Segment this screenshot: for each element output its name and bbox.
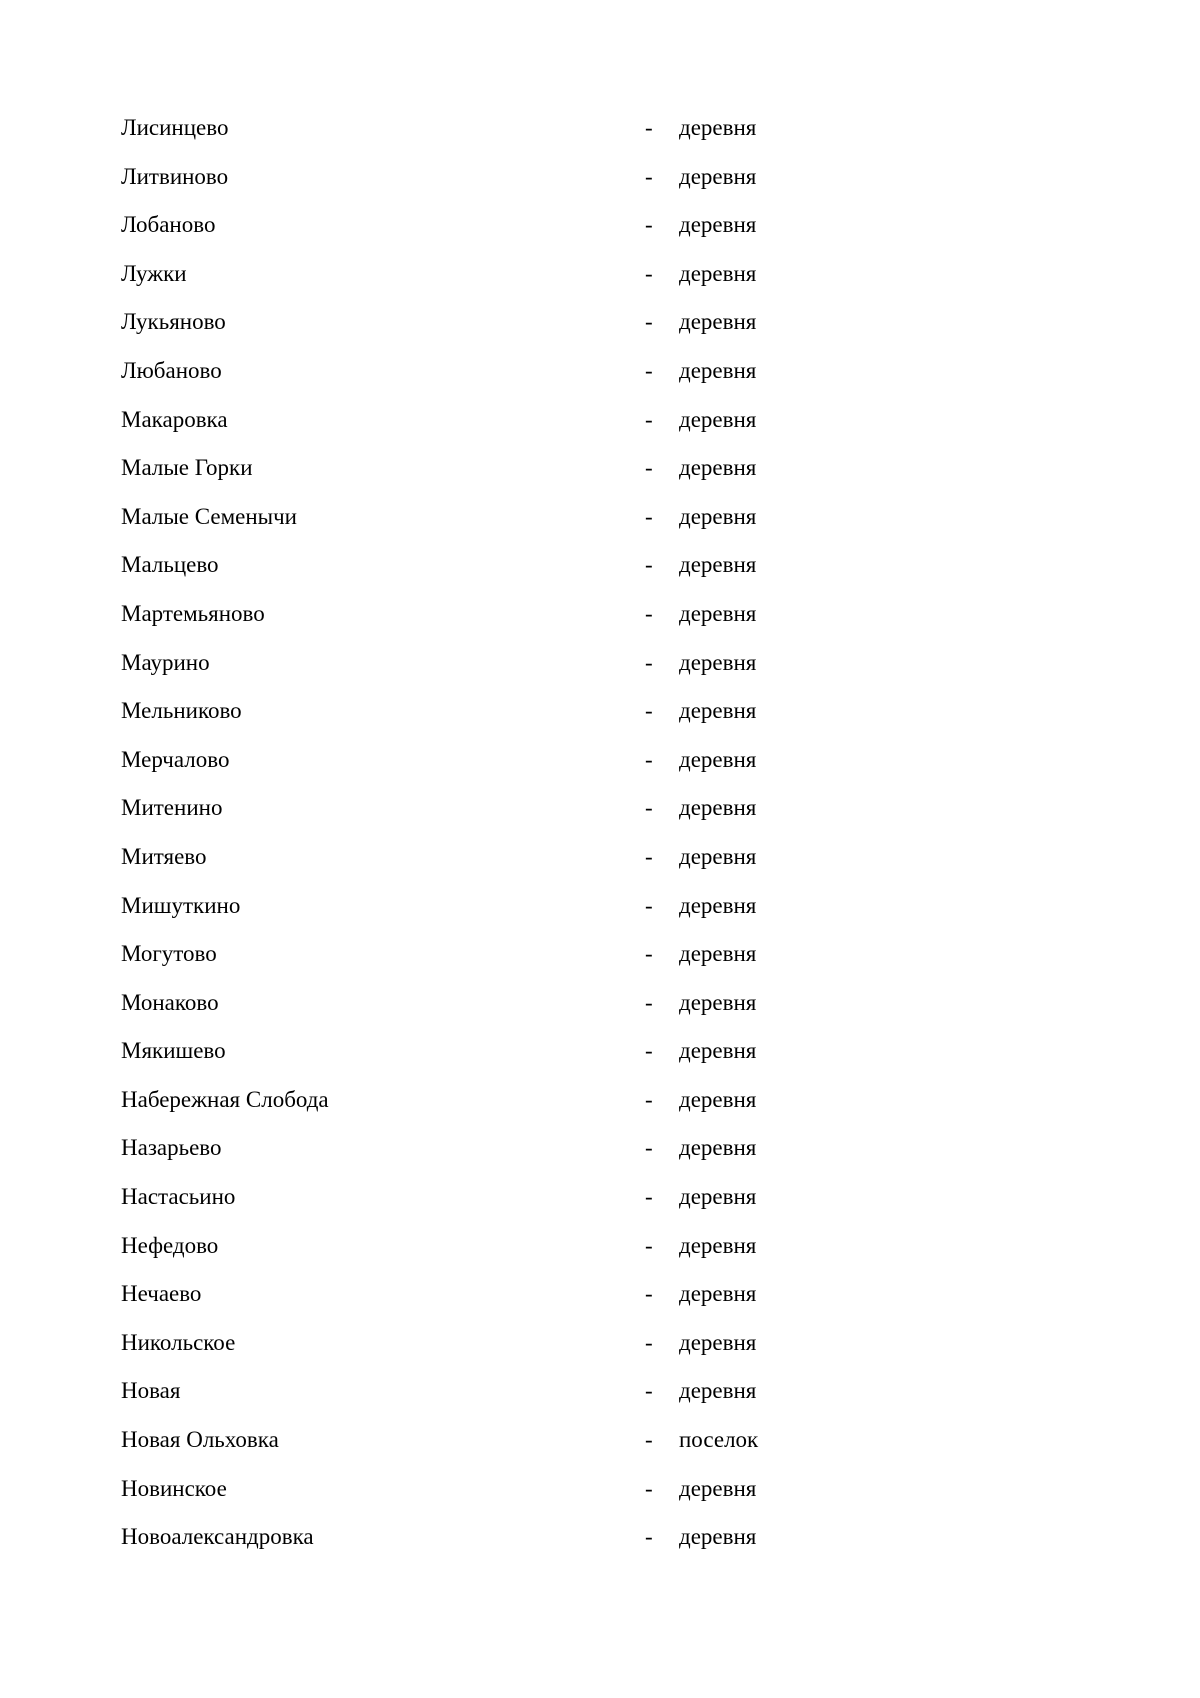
settlement-name: Никольское bbox=[121, 1329, 236, 1355]
settlement-row bbox=[121, 444, 881, 493]
separator-dash: - bbox=[645, 1038, 653, 1064]
settlement-row bbox=[121, 1270, 881, 1319]
settlement-type: деревня bbox=[679, 843, 757, 869]
settlement-type: деревня bbox=[679, 746, 757, 772]
settlement-row bbox=[121, 736, 881, 785]
settlement-type: деревня bbox=[679, 357, 757, 383]
settlement-name: Лукьяново bbox=[121, 309, 226, 335]
separator-dash: - bbox=[645, 941, 653, 967]
settlement-name: Малые Семенычи bbox=[121, 503, 297, 529]
settlement-type: деревня bbox=[679, 1232, 757, 1258]
separator-dash: - bbox=[645, 406, 653, 432]
settlement-name: Набережная Слобода bbox=[121, 1086, 329, 1112]
settlement-row bbox=[121, 882, 881, 931]
settlement-row bbox=[121, 1416, 881, 1465]
separator-dash: - bbox=[645, 115, 653, 140]
separator-dash: - bbox=[645, 795, 653, 821]
settlement-type: деревня bbox=[679, 455, 757, 481]
settlement-type: деревня bbox=[679, 503, 757, 529]
separator-dash: - bbox=[645, 989, 653, 1015]
separator-dash: - bbox=[645, 1232, 653, 1258]
separator-dash: - bbox=[645, 892, 653, 918]
settlement-name: Лужки bbox=[121, 260, 187, 286]
settlement-type: деревня bbox=[679, 1329, 757, 1355]
settlement-name: Лобаново bbox=[121, 212, 216, 238]
settlement-row bbox=[121, 1173, 881, 1222]
separator-dash: - bbox=[645, 1135, 653, 1161]
settlement-name: Мерчалово bbox=[121, 746, 230, 772]
settlement-row bbox=[121, 1367, 881, 1416]
settlement-name: Мельниково bbox=[121, 698, 242, 724]
settlement-name: Литвиново bbox=[121, 163, 229, 189]
settlement-row bbox=[121, 979, 881, 1028]
separator-dash: - bbox=[645, 698, 653, 724]
settlement-type: деревня bbox=[679, 1038, 757, 1064]
settlement-type: деревня bbox=[679, 406, 757, 432]
separator-dash: - bbox=[645, 649, 653, 675]
settlement-name: Настасьино bbox=[121, 1184, 236, 1210]
settlement-row bbox=[121, 1465, 881, 1514]
settlement-name: Новинское bbox=[121, 1475, 227, 1501]
settlement-type: деревня bbox=[679, 698, 757, 724]
settlement-name: Любаново bbox=[121, 357, 222, 383]
settlement-type: деревня bbox=[679, 115, 757, 140]
settlement-row bbox=[121, 930, 881, 979]
separator-dash: - bbox=[645, 1086, 653, 1112]
settlement-type: деревня bbox=[679, 941, 757, 967]
separator-dash: - bbox=[645, 1427, 653, 1453]
separator-dash: - bbox=[645, 212, 653, 238]
settlement-name: Нефедово bbox=[121, 1232, 219, 1258]
settlement-name: Назарьево bbox=[121, 1135, 222, 1161]
separator-dash: - bbox=[645, 503, 653, 529]
settlement-row bbox=[121, 1513, 881, 1562]
separator-dash: - bbox=[645, 309, 653, 335]
settlement-row bbox=[121, 1027, 881, 1076]
settlement-type: деревня bbox=[679, 1184, 757, 1210]
settlement-name: Мальцево bbox=[121, 552, 219, 578]
settlement-type: деревня bbox=[679, 892, 757, 918]
settlement-row bbox=[121, 639, 881, 688]
settlement-name: Макаровка bbox=[121, 406, 228, 432]
settlement-name: Могутово bbox=[121, 941, 217, 967]
separator-dash: - bbox=[645, 1281, 653, 1307]
settlement-type: деревня bbox=[679, 1281, 757, 1307]
separator-dash: - bbox=[645, 455, 653, 481]
settlement-name: Мишуткино bbox=[121, 892, 241, 918]
settlement-row bbox=[121, 590, 881, 639]
settlement-name: Мартемьяново bbox=[121, 600, 265, 626]
settlement-name: Мякишево bbox=[121, 1038, 226, 1064]
settlement-row bbox=[121, 493, 881, 542]
settlement-name: Маурино bbox=[121, 649, 210, 675]
settlement-name: Митенино bbox=[121, 795, 223, 821]
settlement-row bbox=[121, 153, 881, 202]
settlement-row bbox=[121, 1076, 881, 1125]
settlement-row bbox=[121, 201, 881, 250]
settlement-row bbox=[121, 1222, 881, 1271]
settlement-type: поселок bbox=[679, 1427, 759, 1453]
separator-dash: - bbox=[645, 260, 653, 286]
settlement-row bbox=[121, 784, 881, 833]
separator-dash: - bbox=[645, 600, 653, 626]
separator-dash: - bbox=[645, 357, 653, 383]
settlement-row bbox=[121, 250, 881, 299]
settlement-row bbox=[121, 104, 881, 153]
separator-dash: - bbox=[645, 1378, 653, 1404]
separator-dash: - bbox=[645, 552, 653, 578]
settlement-name: Монаково bbox=[121, 989, 219, 1015]
settlement-type: деревня bbox=[679, 989, 757, 1015]
settlement-row bbox=[121, 1319, 881, 1368]
settlement-name: Новая bbox=[121, 1378, 181, 1404]
settlement-name: Новоалександровка bbox=[121, 1524, 314, 1550]
separator-dash: - bbox=[645, 843, 653, 869]
settlement-type: деревня bbox=[679, 212, 757, 238]
settlement-row bbox=[121, 347, 881, 396]
settlement-name: Митяево bbox=[121, 843, 207, 869]
settlement-name: Лисинцево bbox=[121, 115, 229, 140]
settlement-type: деревня bbox=[679, 1524, 757, 1550]
settlement-type: деревня bbox=[679, 1475, 757, 1501]
separator-dash: - bbox=[645, 1184, 653, 1210]
separator-dash: - bbox=[645, 163, 653, 189]
settlement-type: деревня bbox=[679, 1135, 757, 1161]
settlement-name: Нечаево bbox=[121, 1281, 202, 1307]
settlement-row bbox=[121, 833, 881, 882]
settlement-name: Новая Ольховка bbox=[121, 1427, 279, 1453]
separator-dash: - bbox=[645, 746, 653, 772]
settlement-type: деревня bbox=[679, 1086, 757, 1112]
separator-dash: - bbox=[645, 1475, 653, 1501]
settlement-row bbox=[121, 298, 881, 347]
settlement-type: деревня bbox=[679, 649, 757, 675]
settlement-type: деревня bbox=[679, 260, 757, 286]
settlement-list bbox=[121, 104, 881, 1562]
settlement-row bbox=[121, 396, 881, 445]
separator-dash: - bbox=[645, 1524, 653, 1550]
settlement-row bbox=[121, 687, 881, 736]
settlement-type: деревня bbox=[679, 163, 757, 189]
settlement-name: Малые Горки bbox=[121, 455, 253, 481]
settlement-row bbox=[121, 541, 881, 590]
settlement-type: деревня bbox=[679, 600, 757, 626]
settlement-type: деревня bbox=[679, 1378, 757, 1404]
separator-dash: - bbox=[645, 1329, 653, 1355]
settlement-type: деревня bbox=[679, 552, 757, 578]
settlement-type: деревня bbox=[679, 795, 757, 821]
settlement-row bbox=[121, 1124, 881, 1173]
settlement-type: деревня bbox=[679, 309, 757, 335]
